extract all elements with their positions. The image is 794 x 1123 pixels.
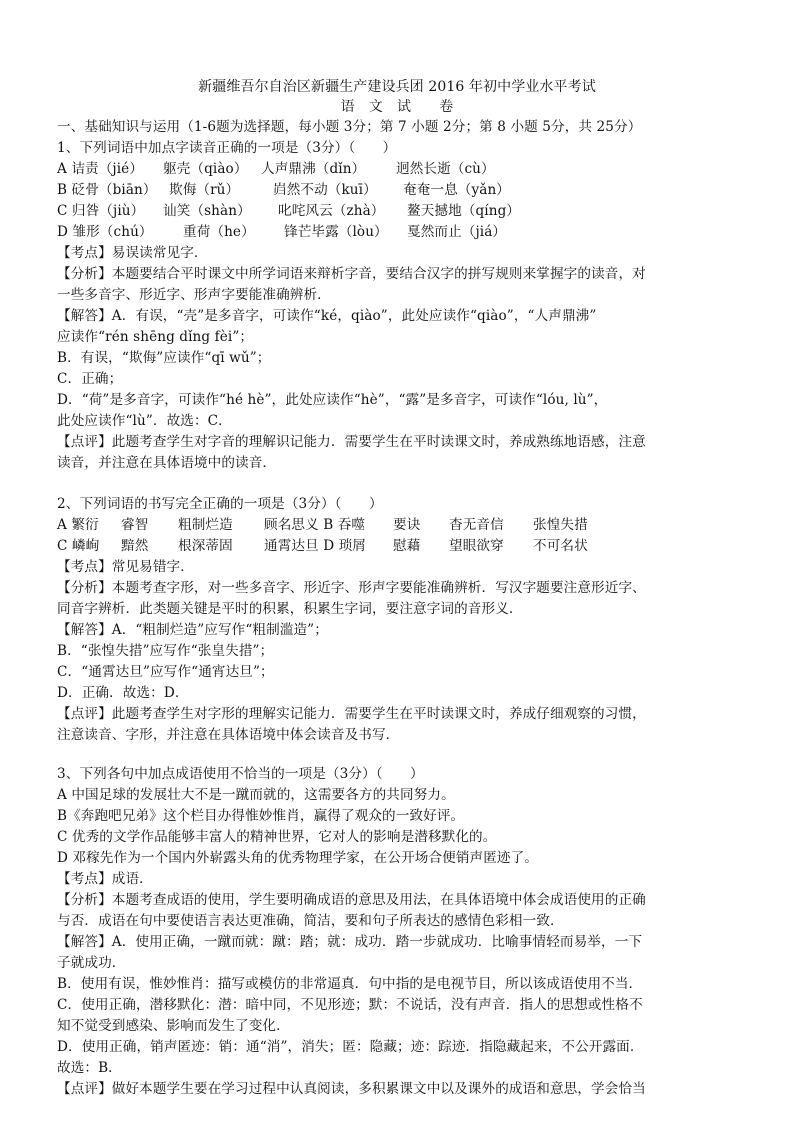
option-term: 鳌天撼地（qíng） (407, 203, 521, 219)
q2-jieda-1: 【解答】A．“粗制烂造”应写作“粗制滥造”； (57, 622, 328, 638)
option-term: C 归咎（jiù） (57, 203, 145, 219)
q2-dianping-1: 【点评】此题考查学生对字形的理解实记能力．需要学生在平时读课文时，养成仔细观察的习惯， (57, 706, 646, 722)
q1-dianping-2: 读音，并注意在具体语境中的读音． (57, 455, 277, 471)
option-term: 通霄达旦 D 琐屑 (264, 538, 367, 554)
q2-options-ab (57, 515, 588, 535)
option-term: 杳无音信 (449, 517, 504, 533)
option-term: 迥然长逝（cù） (396, 161, 495, 177)
option-term: 不可名状 (533, 538, 588, 554)
q1-option-c (57, 201, 520, 221)
exam-title: 新疆维吾尔自治区新疆生产建设兵团 2016 年初中学业水平考试 (198, 79, 596, 95)
q1-dianping-1: 【点评】此题考查学生对字音的理解识记能力．需要学生在平时读课文时，养成熟练地语感，注意 (57, 434, 646, 450)
q2-jieda-2: B．“张惶失措”应写作“张皇失措”； (57, 643, 274, 659)
option-term: 根深蒂固 (178, 538, 233, 554)
q2-dianping-2: 注意读音、字形，并注意在具体语境中体会读音及书写． (57, 727, 400, 743)
q3-jieda-1: 【解答】A．使用正确，一蹴而就：蹴：踏；就：成功．踏一步就成功．比喻事情轻而易举，一下 (57, 934, 643, 950)
q3-jieda-7: 故选：B． (57, 1060, 122, 1076)
q3-jieda-5: 知不觉受到感染、影响而发生了变化． (57, 1018, 290, 1034)
option-term: 奄奄一息（yǎn） (403, 182, 511, 198)
option-term: 讪笑（shàn） (163, 203, 251, 219)
option-term: 锋芒毕露（lòu） (284, 224, 388, 240)
q1-kaodian: 【考点】易误读常见字． (57, 245, 208, 261)
q1-option-b (57, 180, 510, 200)
q3-jieda-2: 子就成功． (57, 955, 126, 971)
q2-jieda-4: D．正确．故选：D． (57, 685, 189, 701)
option-term: 人声鼎沸（dǐn） (261, 161, 366, 177)
q3-jieda-6: D．使用正确，销声匿迹：销：通“消”，消失；匿：隐藏；迹：踪迹．指隐藏起来，不公开露面． (57, 1039, 644, 1055)
option-term: 望眼欲穿 (449, 538, 504, 554)
section-heading: 一、基础知识与运用（1-6题为选择题，每小题 3分；第 7 小题 2分；第 8 小题 5分，共 25分） (57, 119, 642, 135)
option-term: 顾名思义 B 吞噬 (264, 517, 366, 533)
q3-kaodian: 【考点】成语． (57, 871, 153, 887)
q3-option-d: D 邓稼先作为一个国内外崭露头角的优秀物理学家，在公开场合便销声匿迹了。 (57, 850, 539, 866)
q2-jieda-3: C．“通霄达旦”应写作“通宵达旦”； (57, 664, 274, 680)
option-term: 岿然不动（kuī） (273, 182, 377, 198)
q3-fenxi-2: 与否．成语在句中要使语言表达更准确，简洁，要和句子所表达的感情色彩相一致． (57, 913, 564, 929)
option-term: C 嶙峋 (57, 538, 100, 554)
q2-fenxi-1: 【分析】本题考查字形，对一些多音字、形近字、形声字要能准确辨析．写汉字题要注意形近字、 (57, 580, 646, 596)
exam-subtitle: 语 文 试 卷 (340, 99, 454, 115)
q1-stem: 1、下列词语中加点字读音正确的一项是（3分）（ ） (57, 140, 397, 156)
option-term: A 诘责（jié） (57, 161, 144, 177)
q2-kaodian: 【考点】常见易错字． (57, 559, 194, 575)
q3-option-a: A 中国足球的发展壮大不是一蹴而就的，这需要各方的共同努力。 (57, 787, 455, 803)
option-term: D 雏形（chú） (57, 224, 153, 240)
q1-jieda-2: 应读作“rén shēng dǐng fèi”； (57, 329, 254, 345)
option-term: A 繁衍 (57, 517, 99, 533)
q1-jieda-4: C．正确； (57, 371, 123, 387)
option-term: 叱咤风云（zhà） (278, 203, 385, 219)
q1-option-a (57, 159, 495, 179)
q1-jieda-6: 此处应读作“lù”．故选：C． (57, 413, 232, 429)
q2-fenxi-2: 同音字辨析．此类题关键是平时的积累，积累生字词，要注意字词的音形义． (57, 601, 523, 617)
option-term: 戛然而止（jiá） (407, 224, 507, 240)
q3-stem: 3、下列各句中加点成语使用不恰当的一项是（3分）（ ） (57, 766, 424, 782)
option-term: 黯然 (121, 538, 149, 554)
q1-fenxi-2: 一些多音字、形近字、形声字要能准确辨析． (57, 287, 331, 303)
q2-options-cd (57, 536, 588, 556)
q1-jieda-3: B．有误，“欺侮”应读作“qī wǔ”； (57, 350, 271, 366)
option-term: 欺侮（rǔ） (169, 182, 240, 198)
option-term: 躯壳（qiào） (163, 161, 248, 177)
option-term: 张惶失措 (533, 517, 588, 533)
option-term: B 砭骨（biān） (57, 182, 157, 198)
q3-option-c: C 优秀的文学作品能够丰富人的精神世界，它对人的影响是潜移默化的。 (57, 829, 497, 845)
q1-jieda-1: 【解答】A．有误，“壳”是多音字，可读作“ké，qiào”，此处应读作“qiào”，“人声鼎沸” (57, 308, 597, 324)
q1-jieda-5: D．“荷”是多音字，可读作“hé hè”，此处应读作“hè”，“露”是多音字，可读作“lóu, lù”， (57, 392, 608, 408)
q1-fenxi-1: 【分析】本题要结合平时课文中所学词语来辩析字音，要结合汉字的拼写规则来掌握字的读音，对 (57, 266, 646, 282)
q3-fenxi-1: 【分析】本题考查成语的使用，学生要明确成语的意思及用法，在具体语境中体会成语使用的正确 (57, 892, 646, 908)
option-term: 要诀 (393, 517, 421, 533)
option-term: 粗制烂造 (178, 517, 233, 533)
q3-jieda-4: C．使用正确，潜移默化：潜：暗中同，不见形迹；默：不说话，没有声音．指人的思想或性格不 (57, 997, 643, 1013)
option-term: 睿智 (121, 517, 149, 533)
q2-stem: 2、下列词语的书写完全正确的一项是（3分）（ ） (57, 496, 383, 512)
q3-option-b: B《奔跑吧兄弟》这个栏目办得惟妙惟肖，赢得了观众的一致好评。 (57, 808, 465, 824)
option-term: 慰藉 (393, 538, 421, 554)
q3-dianping-1: 【点评】做好本题学生要在学习过程中认真阅读，多积累课文中以及课外的成语和意思，学会恰当 (57, 1081, 646, 1097)
q1-option-d (57, 222, 506, 242)
option-term: 重荷（he） (183, 224, 255, 240)
q3-jieda-3: B．使用有误，惟妙惟肖：描写或模仿的非常逼真．句中指的是电视节目，所以该成语使用不当． (57, 976, 643, 992)
